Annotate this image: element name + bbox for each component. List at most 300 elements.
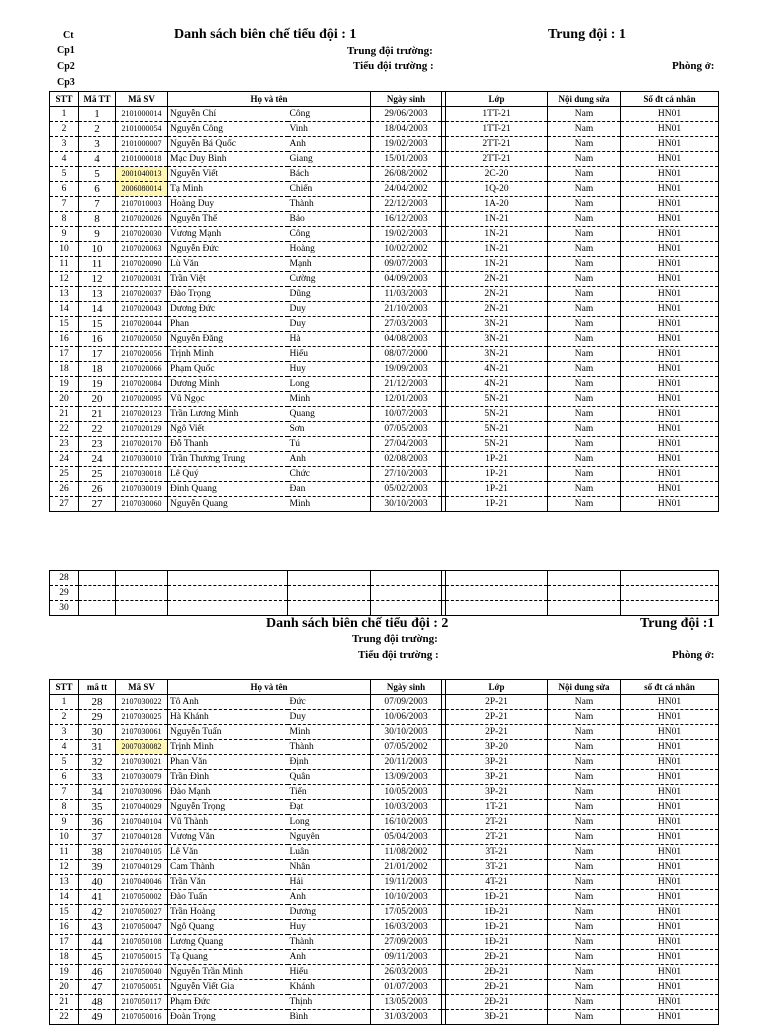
cell-ten: Duy [288,302,371,317]
table-header-row [50,680,719,695]
cell-ngay-sinh: 30/10/2003 [371,497,442,512]
cell-lop: 5N-21 [446,437,548,452]
cell-lop: 5N-21 [446,422,548,437]
cell-stt: 10 [50,242,79,257]
cell-ten: Hoàng [288,242,371,257]
cell-ma-tt: 43 [79,920,116,935]
label-cp3: Cp3 [57,77,75,88]
cell-ma-tt: 3 [79,137,116,152]
cell-lop: 2P-21 [446,725,548,740]
cell-ngay-sinh: 12/01/2003 [371,392,442,407]
cell-ten: Thành [288,197,371,212]
cell-lop: 2N-21 [446,302,548,317]
cell-ma-tt: 33 [79,770,116,785]
cell-ma-sv: 2107020050 [116,332,168,347]
cell-ten: Minh [288,497,371,512]
cell-lop: 3P-21 [446,770,548,785]
cell-lop: 1P-21 [446,497,548,512]
section1-title: Danh sách biên chế tiểu đội : 1 [174,27,357,42]
cell-stt: 30 [50,601,79,616]
table-header-row [50,92,719,107]
cell-ten: Chức [288,467,371,482]
cell-lop: 1Đ-21 [446,905,548,920]
cell-ho-dem: Phạm Quốc [168,362,288,377]
cell-ma-tt: 28 [79,695,116,710]
cell-ma-sv: 2107050117 [116,995,168,1010]
cell-ma-sv: 2107010003 [116,197,168,212]
header-lop: Lớp [446,92,548,107]
cell-lop: 1T-21 [446,800,548,815]
cell-lop: 3T-21 [446,845,548,860]
cell-lop: 2TT-21 [446,137,548,152]
cell-stt: 4 [50,152,79,167]
cell-ho-dem: Nguyễn Chí [168,107,288,122]
cell-so-dt: HN01 [621,287,719,302]
cell-stt: 3 [50,137,79,152]
cell-empty [621,586,719,601]
cell-ngay-sinh: 09/11/2003 [371,950,442,965]
cell-noi-dung-sua: Nam [548,152,621,167]
cell-ho-dem: Trần Việt [168,272,288,287]
cell-stt: 8 [50,800,79,815]
cell-stt: 21 [50,995,79,1010]
cell-ten: Huy [288,920,371,935]
cell-lop: 1N-21 [446,242,548,257]
cell-noi-dung-sua: Nam [548,740,621,755]
cell-ho-dem: Vũ Thành [168,815,288,830]
cell-ngay-sinh: 11/03/2003 [371,287,442,302]
cell-ma-sv: 2107050016 [116,1010,168,1025]
cell-ho-dem: Ngô Quang [168,920,288,935]
cell-stt: 22 [50,422,79,437]
cell-noi-dung-sua: Nam [548,860,621,875]
cell-lop: 2Đ-21 [446,965,548,980]
cell-ten: Bảo [288,212,371,227]
table-row [50,755,719,770]
table-row [50,167,719,182]
cell-ma-tt: 1 [79,107,116,122]
cell-ma-tt: 39 [79,860,116,875]
cell-ngay-sinh: 26/08/2002 [371,167,442,182]
cell-so-dt: HN01 [621,830,719,845]
cell-stt: 20 [50,392,79,407]
cell-ma-sv: 2107030018 [116,467,168,482]
cell-lop: 4N-21 [446,377,548,392]
cell-ten: Duy [288,710,371,725]
table-row [50,242,719,257]
cell-ma-sv: 2006080014 [116,182,168,197]
cell-ngay-sinh: 16/03/2003 [371,920,442,935]
cell-ma-sv: 2107030061 [116,725,168,740]
cell-lop: 1N-21 [446,257,548,272]
table-row [50,377,719,392]
cell-ma-tt: 25 [79,467,116,482]
cell-ma-sv: 2107020043 [116,302,168,317]
header-ma-tt: Mã TT [79,92,116,107]
cell-stt: 23 [50,437,79,452]
cell-empty [288,586,371,601]
label-ct: Ct [63,30,74,41]
table-row [50,347,719,362]
cell-ma-tt: 17 [79,347,116,362]
label-cp2: Cp2 [57,61,75,72]
cell-so-dt: HN01 [621,875,719,890]
cell-stt: 12 [50,860,79,875]
section1-squad-leader: Tiểu đội trường : [353,60,434,72]
cell-ma-tt: 10 [79,242,116,257]
cell-noi-dung-sua: Nam [548,725,621,740]
cell-noi-dung-sua: Nam [548,497,621,512]
cell-noi-dung-sua: Nam [548,122,621,137]
cell-noi-dung-sua: Nam [548,770,621,785]
table-row [50,392,719,407]
section2-platoon-leader: Trung đội trường: [352,633,438,645]
cell-ho-dem: Tô Anh [168,695,288,710]
table-row [50,122,719,137]
cell-so-dt: HN01 [621,302,719,317]
table-row [50,890,719,905]
cell-so-dt: HN01 [621,422,719,437]
cell-lop: 1P-21 [446,482,548,497]
cell-ma-tt: 2 [79,122,116,137]
cell-lop: 3P-21 [446,785,548,800]
cell-ho-dem: Dương Minh [168,377,288,392]
cell-ten: Hà [288,332,371,347]
cell-ma-tt: 14 [79,302,116,317]
section1-platoon: Trung đội : 1 [548,27,626,42]
cell-lop: 3P-21 [446,755,548,770]
cell-empty [548,571,621,586]
cell-ho-dem: Trần Đình [168,770,288,785]
cell-stt: 13 [50,287,79,302]
cell-lop: 2Đ-21 [446,980,548,995]
cell-lop: 2P-21 [446,695,548,710]
cell-noi-dung-sua: Nam [548,695,621,710]
cell-empty [288,601,371,616]
table-row [50,815,719,830]
cell-ngay-sinh: 09/07/2003 [371,257,442,272]
cell-so-dt: HN01 [621,740,719,755]
cell-ma-sv: 2101000007 [116,137,168,152]
cell-lop: 3N-21 [446,332,548,347]
cell-ma-tt: 24 [79,452,116,467]
cell-so-dt: HN01 [621,152,719,167]
cell-ma-tt: 40 [79,875,116,890]
cell-ten: Thịnh [288,995,371,1010]
cell-ho-dem: Trịnh Minh [168,347,288,362]
cell-noi-dung-sua: Nam [548,302,621,317]
cell-ngay-sinh: 31/03/2003 [371,1010,442,1025]
cell-stt: 28 [50,571,79,586]
cell-ma-sv: 2107030096 [116,785,168,800]
cell-lop: 1Đ-21 [446,935,548,950]
cell-ma-sv: 2001040013 [116,167,168,182]
table-row [50,407,719,422]
cell-ten: Anh [288,137,371,152]
cell-ho-dem: Lê Văn [168,845,288,860]
cell-so-dt: HN01 [621,362,719,377]
cell-stt: 22 [50,1010,79,1025]
cell-stt: 7 [50,197,79,212]
cell-ma-tt: 12 [79,272,116,287]
cell-lop: 1Đ-21 [446,920,548,935]
cell-stt: 17 [50,347,79,362]
cell-empty [621,571,719,586]
header-so-dt: số đt cá nhân [621,680,719,695]
cell-ho-dem: Nguyễn Thế [168,212,288,227]
cell-ho-dem: Lù Văn [168,257,288,272]
cell-so-dt: HN01 [621,212,719,227]
cell-ho-dem: Nguyễn Công [168,122,288,137]
cell-empty [548,586,621,601]
cell-ngay-sinh: 17/05/2003 [371,905,442,920]
cell-noi-dung-sua: Nam [548,182,621,197]
table-row [50,740,719,755]
cell-so-dt: HN01 [621,392,719,407]
cell-so-dt: HN01 [621,935,719,950]
table-row [50,920,719,935]
cell-stt: 9 [50,227,79,242]
cell-lop: 2Đ-21 [446,995,548,1010]
header-noi-dung-sua: Nội dung sửa [548,680,621,695]
cell-noi-dung-sua: Nam [548,107,621,122]
cell-ngay-sinh: 16/12/2003 [371,212,442,227]
cell-ngay-sinh: 15/01/2003 [371,152,442,167]
cell-empty [446,586,548,601]
cell-ho-dem: Nguyễn Viết [168,167,288,182]
cell-noi-dung-sua: Nam [548,287,621,302]
cell-ngay-sinh: 19/11/2003 [371,875,442,890]
cell-noi-dung-sua: Nam [548,332,621,347]
cell-ngay-sinh: 27/03/2003 [371,317,442,332]
cell-noi-dung-sua: Nam [548,800,621,815]
cell-lop: 2TT-21 [446,152,548,167]
section2-roster-table [49,679,719,1025]
cell-stt: 10 [50,830,79,845]
cell-noi-dung-sua: Nam [548,875,621,890]
cell-so-dt: HN01 [621,107,719,122]
cell-ma-sv: 2007030082 [116,740,168,755]
cell-empty [79,571,116,586]
cell-ma-tt: 20 [79,392,116,407]
cell-so-dt: HN01 [621,770,719,785]
cell-ma-sv: 2107020066 [116,362,168,377]
cell-ma-sv: 2107020095 [116,392,168,407]
cell-ngay-sinh: 08/07/2000 [371,347,442,362]
table-row [50,860,719,875]
table-row [50,497,719,512]
cell-so-dt: HN01 [621,182,719,197]
cell-lop: 1TT-21 [446,107,548,122]
table-row [50,437,719,452]
table-row-empty [50,586,719,601]
cell-stt: 17 [50,935,79,950]
header-stt: STT [50,680,79,695]
cell-ho-dem: Lê Quý [168,467,288,482]
cell-ten: Khánh [288,980,371,995]
cell-ma-tt: 49 [79,1010,116,1025]
cell-ma-sv: 2107020170 [116,437,168,452]
cell-ma-tt: 48 [79,995,116,1010]
cell-so-dt: HN01 [621,497,719,512]
cell-noi-dung-sua: Nam [548,755,621,770]
cell-ma-sv: 2107020044 [116,317,168,332]
cell-so-dt: HN01 [621,980,719,995]
cell-lop: 2T-21 [446,815,548,830]
cell-so-dt: HN01 [621,815,719,830]
cell-ngay-sinh: 10/02/2002 [371,242,442,257]
table-row [50,362,719,377]
cell-ten: Thành [288,740,371,755]
cell-ngay-sinh: 04/09/2003 [371,272,442,287]
cell-ma-tt: 18 [79,362,116,377]
cell-ho-dem: Nguyễn Đăng [168,332,288,347]
cell-ho-dem: Đoàn Trọng [168,1010,288,1025]
table-row [50,710,719,725]
table-row-empty [50,601,719,616]
cell-ma-sv: 2107050015 [116,950,168,965]
cell-ma-sv: 2107030079 [116,770,168,785]
cell-stt: 19 [50,377,79,392]
table-row [50,332,719,347]
cell-ten: Minh [288,725,371,740]
cell-ngay-sinh: 13/09/2003 [371,770,442,785]
cell-ho-dem: Mạc Duy Bình [168,152,288,167]
cell-ho-dem: Phan Văn [168,755,288,770]
cell-ho-dem: Phạm Đức [168,995,288,1010]
cell-stt: 6 [50,182,79,197]
cell-noi-dung-sua: Nam [548,407,621,422]
cell-ngay-sinh: 10/03/2003 [371,800,442,815]
table-row [50,452,719,467]
cell-noi-dung-sua: Nam [548,950,621,965]
cell-ho-dem: Vương Văn [168,830,288,845]
cell-ho-dem: Nguyễn Trọng [168,800,288,815]
section2-platoon: Trung đội :1 [640,616,715,631]
cell-ma-tt: 8 [79,212,116,227]
table-row [50,212,719,227]
cell-so-dt: HN01 [621,377,719,392]
cell-lop: 1Q-20 [446,182,548,197]
cell-ma-tt: 9 [79,227,116,242]
cell-so-dt: HN01 [621,437,719,452]
cell-ma-sv: 2107050027 [116,905,168,920]
cell-noi-dung-sua: Nam [548,1010,621,1025]
header-ma-sv: Mã SV [116,680,168,695]
cell-stt: 1 [50,695,79,710]
cell-noi-dung-sua: Nam [548,995,621,1010]
cell-ten: Duy [288,317,371,332]
cell-ten: Hiếu [288,965,371,980]
cell-ho-dem: Đào Trọng [168,287,288,302]
cell-so-dt: HN01 [621,242,719,257]
cell-stt: 12 [50,272,79,287]
cell-ma-sv: 2107050108 [116,935,168,950]
cell-noi-dung-sua: Nam [548,392,621,407]
cell-stt: 1 [50,107,79,122]
table-row [50,182,719,197]
section1-roster-table [49,91,719,512]
cell-ma-sv: 2107050040 [116,965,168,980]
cell-stt: 26 [50,482,79,497]
cell-ho-dem: Nguyễn Đức [168,242,288,257]
cell-ngay-sinh: 24/04/2002 [371,182,442,197]
cell-ma-tt: 44 [79,935,116,950]
cell-ngay-sinh: 30/10/2003 [371,725,442,740]
table-row [50,845,719,860]
cell-ma-tt: 46 [79,965,116,980]
cell-so-dt: HN01 [621,965,719,980]
cell-so-dt: HN01 [621,317,719,332]
cell-ngay-sinh: 26/03/2003 [371,965,442,980]
section2-squad-leader: Tiểu đội trường : [358,649,439,661]
cell-lop: 4N-21 [446,362,548,377]
cell-stt: 7 [50,785,79,800]
cell-lop: 1TT-21 [446,122,548,137]
cell-so-dt: HN01 [621,227,719,242]
cell-ho-dem: Hoàng Duy [168,197,288,212]
cell-lop: 4T-21 [446,875,548,890]
cell-ma-tt: 19 [79,377,116,392]
cell-ho-dem: Đỗ Thanh [168,437,288,452]
cell-ma-tt: 42 [79,905,116,920]
header-ngay-sinh: Ngày sinh [371,680,442,695]
cell-ma-tt: 15 [79,317,116,332]
cell-noi-dung-sua: Nam [548,257,621,272]
cell-so-dt: HN01 [621,257,719,272]
cell-so-dt: HN01 [621,995,719,1010]
cell-ma-tt: 37 [79,830,116,845]
cell-ten: Luân [288,845,371,860]
cell-ngay-sinh: 20/11/2003 [371,755,442,770]
cell-ma-sv: 2107020129 [116,422,168,437]
table-row [50,197,719,212]
cell-ten: Thành [288,935,371,950]
table-row [50,935,719,950]
cell-ngay-sinh: 21/10/2003 [371,302,442,317]
cell-ho-dem: Tạ Quang [168,950,288,965]
header-ho-ten: Họ và tên [168,680,371,695]
table-row [50,995,719,1010]
cell-lop: 3N-21 [446,317,548,332]
cell-lop: 2N-21 [446,287,548,302]
cell-ma-tt: 29 [79,710,116,725]
cell-ngay-sinh: 29/06/2003 [371,107,442,122]
cell-ma-sv: 2107050051 [116,980,168,995]
section2-title: Danh sách biên chế tiểu đội : 2 [266,616,449,631]
cell-ma-tt: 4 [79,152,116,167]
cell-stt: 2 [50,122,79,137]
cell-stt: 9 [50,815,79,830]
cell-ngay-sinh: 05/02/2003 [371,482,442,497]
cell-so-dt: HN01 [621,467,719,482]
cell-so-dt: HN01 [621,905,719,920]
cell-ma-sv: 2107040129 [116,860,168,875]
cell-ma-sv: 2107020123 [116,407,168,422]
cell-so-dt: HN01 [621,482,719,497]
cell-ma-sv: 2107050047 [116,920,168,935]
table-row [50,980,719,995]
cell-ma-tt: 7 [79,197,116,212]
cell-ma-sv: 2107030025 [116,710,168,725]
cell-ma-sv: 2107030022 [116,695,168,710]
cell-ten: Định [288,755,371,770]
cell-noi-dung-sua: Nam [548,920,621,935]
cell-lop: 3N-21 [446,347,548,362]
table-row [50,1010,719,1025]
table-row [50,107,719,122]
cell-so-dt: HN01 [621,920,719,935]
